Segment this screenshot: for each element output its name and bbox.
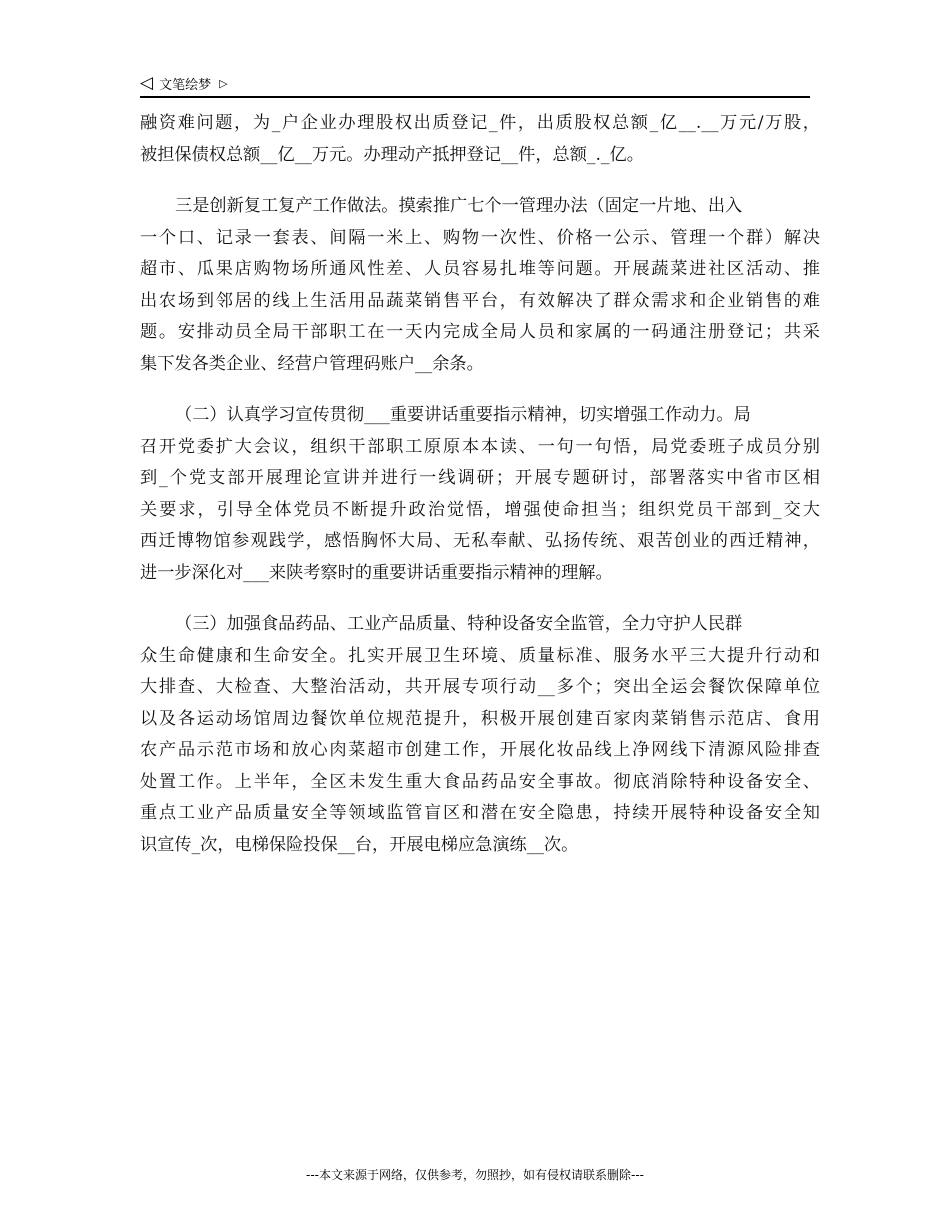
document-body: [140, 108, 820, 881]
triangle-left-icon: ◁: [140, 72, 154, 93]
text-line: 三是创新复工复产工作做法。摸索推广七个一管理办法（固定一片地、出入: [175, 196, 743, 216]
page-header: [140, 70, 810, 98]
header-title: 文笔绘梦: [159, 77, 212, 93]
text-line: 众生命健康和生命安全。扎实开展卫生环境、质量标准、服务水平三大提升行动和: [140, 645, 820, 666]
paragraph-2: [140, 191, 820, 380]
text-line: 被担保债权总额__亿__万元。办理动产抵押登记__件，总额_._亿。: [140, 144, 644, 165]
text-line: 西迁博物馆参观践学，感悟胸怀大局、无私奉献、弘扬传统、艰苦创业的西迁精神，: [140, 531, 820, 551]
text-line: 处置工作。上半年，全区未发生重大食品药品安全事故。彻底消除特种设备安全、: [140, 771, 820, 792]
text-line: 农产品示范市场和放心肉菜超市创建工作，开展化妆品线上净网线下清源风险排查: [140, 740, 820, 760]
text-line: 一个口、记录一套表、间隔一米上、购物一次性、价格一公示、管理一个群）解决: [140, 227, 820, 248]
text-line: 融资难问题，为_户企业办理股权出质登记_件，出质股权总额_亿__.__万元/万股，: [140, 113, 820, 133]
text-line: （二）认真学习宣传贯彻___重要讲话重要指示精神，切实增强工作动力。局: [175, 405, 751, 425]
page-footer-disclaimer: ---本文来源于网络，仅供参考，勿照抄，如有侵权请联系删除---: [306, 1168, 644, 1182]
paragraph-3: [140, 400, 820, 589]
text-line: 召开党委扩大会议，组织干部职工原原本本读、一句一句悟，局党委班子成员分别: [140, 436, 820, 457]
paragraph-1: [140, 108, 820, 171]
triangle-right-icon: ▷: [219, 76, 228, 90]
text-line: 识宣传_次，电梯保险投保__台，开展电梯应急演练__次。: [140, 834, 579, 855]
text-line: 出农场到邻居的线上生活用品蔬菜销售平台，有效解决了群众需求和企业销售的难: [140, 290, 820, 311]
text-line: （三）加强食品药品、工业产品质量、特种设备安全监管，全力守护人民群: [175, 614, 743, 634]
text-line: 大排查、大检查、大整治活动，共开展专项行动__多个；突出全运会餐饮保障单位: [140, 677, 820, 697]
text-line: 重点工业产品质量安全等领域监管盲区和潜在安全隐患，持续开展特种设备安全知: [140, 803, 820, 823]
text-line: 集下发各类企业、经营户管理码账户__余条。: [140, 353, 484, 374]
text-line: 到_个党支部开展理论宣讲并进行一线调研；开展专题研讨，部署落实中省市区相: [140, 468, 820, 488]
text-line: 题。安排动员全局干部职工在一天内完成全局人员和家属的一码通注册登记；共采: [140, 322, 820, 342]
text-line: 以及各运动场馆周边餐饮单位规范提升，积极开展创建百家肉菜销售示范店、食用: [140, 708, 820, 729]
text-line: 关要求，引导全体党员不断提升政治觉悟，增强使命担当；组织党员干部到_交大: [140, 499, 820, 520]
text-line: 超市、瓜果店购物场所通风性差、人员容易扎堆等问题。开展蔬菜进社区活动、推: [140, 259, 820, 279]
paragraph-4: [140, 609, 820, 861]
text-line: 进一步深化对___来陕考察时的重要讲话重要指示精神的理解。: [140, 562, 613, 583]
